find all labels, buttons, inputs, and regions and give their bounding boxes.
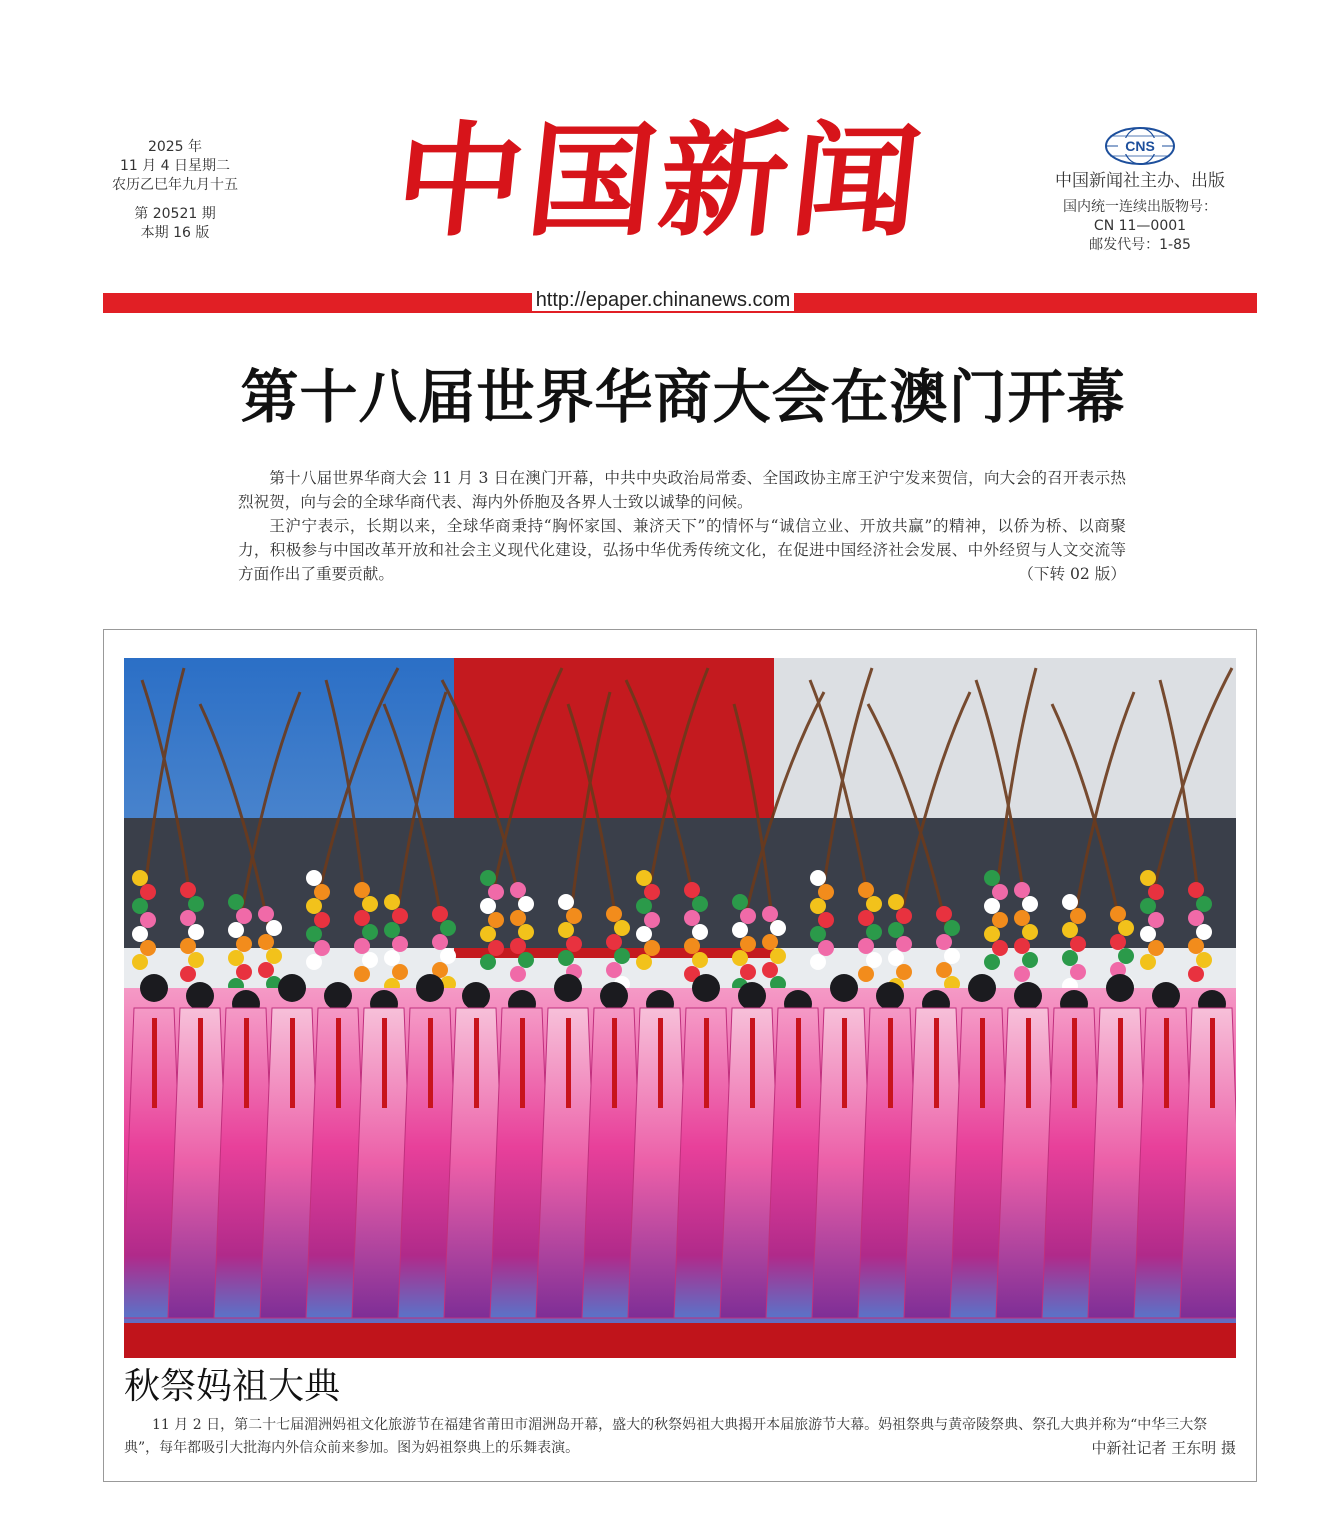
flower-staff-blossom [1070, 964, 1086, 980]
flower-staff-blossom [1188, 882, 1204, 898]
dancer-head [692, 974, 720, 1002]
flower-staff-blossom [858, 882, 874, 898]
red-tassel [520, 1018, 525, 1108]
red-tassel [842, 1018, 847, 1108]
flower-staff-blossom [888, 894, 904, 910]
flower-staff-blossom [558, 894, 574, 910]
red-tassel [1118, 1018, 1123, 1108]
website-url-row [0, 289, 1326, 312]
dancer-head [462, 982, 490, 1010]
flower-staff-blossom [258, 962, 274, 978]
flower-staff-blossom [354, 882, 370, 898]
flower-staff-blossom [510, 910, 526, 926]
flower-staff-blossom [858, 910, 874, 926]
flower-staff-blossom [636, 898, 652, 914]
flower-staff-blossom [384, 950, 400, 966]
flower-staff-blossom [236, 964, 252, 980]
flower-staff-blossom [480, 954, 496, 970]
flower-staff-blossom [936, 962, 952, 978]
red-tassel [566, 1018, 571, 1108]
flower-staff-blossom [1062, 922, 1078, 938]
photo-caption-text: 11 月 2 日，第二十七届湄洲妈祖文化旅游节在福建省莆田市湄洲岛开幕，盛大的秋祭妈祖大典揭开本届旅游节大幕。妈祖祭典与黄帝陵祭典、祭孔大典并称为“中华三大祭典”，每年都吸引大批海内外信众前来参加。图为妈祖祭典上的乐舞表演。 [124, 1417, 1208, 1456]
masthead [380, 92, 940, 292]
flower-staff-blossom [636, 926, 652, 942]
flower-staff-blossom [896, 936, 912, 952]
flower-staff-blossom [236, 936, 252, 952]
flower-staff-blossom [732, 922, 748, 938]
flower-staff-blossom [266, 948, 282, 964]
flower-staff-blossom [684, 938, 700, 954]
flower-staff-blossom [558, 950, 574, 966]
red-tassel [1164, 1018, 1169, 1108]
flower-staff-blossom [228, 894, 244, 910]
flower-staff-blossom [866, 952, 882, 968]
flower-staff-blossom [1070, 908, 1086, 924]
continued-note[interactable]: （下转 02 版） [1018, 565, 1126, 583]
flower-staff-blossom [606, 962, 622, 978]
flower-staff-blossom [810, 954, 826, 970]
flower-staff-blossom [762, 906, 778, 922]
lead-article [238, 466, 1126, 586]
serial-label: 国内统一连续出版物号： [1063, 199, 1217, 215]
cns-logo-text: CNS [1125, 138, 1155, 154]
flower-staff-blossom [644, 940, 660, 956]
flower-staff-blossom [1140, 870, 1156, 886]
red-tassel [980, 1018, 985, 1108]
flower-staff-blossom [1188, 938, 1204, 954]
flower-staff-blossom [770, 920, 786, 936]
flower-staff-blossom [1196, 924, 1212, 940]
flower-staff-blossom [644, 912, 660, 928]
flower-staff-blossom [896, 908, 912, 924]
flower-staff-blossom [510, 882, 526, 898]
flower-staff-blossom [188, 952, 204, 968]
flower-staff-blossom [480, 870, 496, 886]
dancer-head [738, 982, 766, 1010]
dancer-head [1152, 982, 1180, 1010]
flower-staff-blossom [140, 884, 156, 900]
flower-staff-blossom [228, 950, 244, 966]
flower-staff-blossom [362, 924, 378, 940]
flower-staff-blossom [258, 934, 274, 950]
issue-pages: 本期 16 版 [140, 225, 210, 241]
flower-staff-blossom [740, 936, 756, 952]
flower-staff-blossom [132, 954, 148, 970]
flower-staff-blossom [1022, 952, 1038, 968]
flower-staff-blossom [644, 884, 660, 900]
dancer-head [600, 982, 628, 1010]
flower-staff-blossom [1062, 894, 1078, 910]
flower-staff-blossom [258, 906, 274, 922]
flower-staff-blossom [888, 950, 904, 966]
flower-staff-blossom [692, 896, 708, 912]
flower-staff-blossom [236, 908, 252, 924]
red-tassel [198, 1018, 203, 1108]
dancer-head [968, 974, 996, 1002]
flower-staff-blossom [984, 926, 1000, 942]
flower-staff-blossom [1014, 882, 1030, 898]
red-tassel [336, 1018, 341, 1108]
flower-staff-blossom [984, 870, 1000, 886]
flower-staff-blossom [984, 954, 1000, 970]
flower-staff-blossom [1196, 952, 1212, 968]
flower-staff-blossom [1196, 896, 1212, 912]
publisher-name: 中国新闻社主办、出版 [1055, 171, 1225, 191]
photo-credit: 中新社记者 王东明 摄 [1091, 1439, 1236, 1457]
flower-staff-blossom [896, 964, 912, 980]
flower-staff-blossom [354, 938, 370, 954]
flower-staff-blossom [1014, 966, 1030, 982]
flower-staff-blossom [132, 926, 148, 942]
red-tassel [152, 1018, 157, 1108]
flower-staff-blossom [306, 954, 322, 970]
flower-staff-blossom [314, 940, 330, 956]
flower-staff-blossom [488, 940, 504, 956]
flower-staff-blossom [510, 938, 526, 954]
flower-staff-blossom [1118, 948, 1134, 964]
flower-staff-blossom [558, 922, 574, 938]
flower-staff-blossom [1140, 954, 1156, 970]
flower-staff-blossom [1148, 884, 1164, 900]
flower-staff-blossom [440, 920, 456, 936]
flower-staff-blossom [936, 906, 952, 922]
flower-staff-blossom [384, 922, 400, 938]
dancer-head [324, 982, 352, 1010]
flower-staff-blossom [392, 936, 408, 952]
flower-staff-blossom [392, 908, 408, 924]
flower-staff-blossom [636, 870, 652, 886]
flower-staff-blossom [384, 894, 400, 910]
flower-staff-blossom [306, 926, 322, 942]
flower-staff-blossom [1022, 924, 1038, 940]
flower-staff-blossom [770, 948, 786, 964]
flower-staff-blossom [140, 940, 156, 956]
flower-staff-blossom [180, 882, 196, 898]
red-tassel [474, 1018, 479, 1108]
flower-staff-blossom [140, 912, 156, 928]
flower-staff-blossom [1140, 898, 1156, 914]
flower-staff-blossom [936, 934, 952, 950]
red-tassel [796, 1018, 801, 1108]
photo-title: 秋祭妈祖大典 [124, 1366, 341, 1407]
flower-staff-blossom [306, 870, 322, 886]
flower-staff-blossom [440, 948, 456, 964]
flower-staff-blossom [1148, 940, 1164, 956]
red-tassel [382, 1018, 387, 1108]
flower-staff-blossom [732, 894, 748, 910]
red-tassel [428, 1018, 433, 1108]
flower-staff-blossom [132, 898, 148, 914]
flower-staff-blossom [188, 924, 204, 940]
flower-staff-blossom [354, 966, 370, 982]
flower-staff-blossom [992, 912, 1008, 928]
flower-staff-blossom [1188, 910, 1204, 926]
red-tassel [290, 1018, 295, 1108]
dancer-head [1014, 982, 1042, 1010]
red-tassel [1026, 1018, 1031, 1108]
red-tassel [1072, 1018, 1077, 1108]
page-headline: 第十八届世界华商大会在澳门开幕 [240, 363, 1126, 431]
flower-staff-blossom [228, 922, 244, 938]
flower-staff-blossom [818, 912, 834, 928]
flower-staff-blossom [1022, 896, 1038, 912]
flower-staff-blossom [362, 952, 378, 968]
serial-number: CN 11—0001 [1093, 218, 1187, 234]
flower-staff-blossom [944, 948, 960, 964]
flower-staff-blossom [984, 898, 1000, 914]
flower-staff-blossom [818, 940, 834, 956]
lead-paragraph-1: 第十八届世界华商大会 11 月 3 日在澳门开幕，中共中央政治局常委、全国政协主席王沪宁发来贺信，向大会的召开表示热烈祝贺，向与会的全球华商代表、海内外侨胞及各界人士致以诚挚的问候。 [238, 469, 1126, 511]
flower-staff-blossom [510, 966, 526, 982]
red-tassel [244, 1018, 249, 1108]
red-tassel [750, 1018, 755, 1108]
dancer-head [140, 974, 168, 1002]
lead-paragraph-2: 王沪宁表示，长期以来，全球华商秉持“胸怀家国、兼济天下”的情怀与“诚信立业、开放共赢”的精神，以侨为桥、以商聚力，积极参与中国改革开放和社会主义现代化建设，弘扬中华优秀传统文化，在促进中国经济社会发展、中外经贸与人文交流等方面作出了重要贡献。 [238, 517, 1126, 583]
flower-staff-blossom [810, 926, 826, 942]
flower-staff-blossom [1014, 938, 1030, 954]
dancer-head [278, 974, 306, 1002]
issue-lunar-date: 农历乙巳年九月十五 [112, 177, 238, 193]
website-url-link[interactable]: http://epaper.chinanews.com [532, 289, 795, 311]
dancer-head [876, 982, 904, 1010]
dancer-head [554, 974, 582, 1002]
flower-staff-blossom [1148, 912, 1164, 928]
issue-date: 11 月 4 日星期二 [119, 158, 231, 174]
flower-staff-blossom [740, 964, 756, 980]
red-tassel [612, 1018, 617, 1108]
flower-staff-blossom [392, 964, 408, 980]
flower-staff-blossom [810, 870, 826, 886]
dancer-head [1106, 974, 1134, 1002]
flower-staff-blossom [314, 912, 330, 928]
ceremony-photo [124, 658, 1236, 1358]
flower-staff-blossom [614, 948, 630, 964]
flower-staff-blossom [1070, 936, 1086, 952]
flower-staff-blossom [944, 920, 960, 936]
red-tassel [1210, 1018, 1215, 1108]
flower-staff-blossom [566, 908, 582, 924]
flower-staff-blossom [306, 898, 322, 914]
flower-staff-blossom [432, 934, 448, 950]
flower-staff-blossom [266, 920, 282, 936]
flower-staff-blossom [740, 908, 756, 924]
flower-staff-blossom [480, 898, 496, 914]
flower-staff-blossom [858, 966, 874, 982]
flower-staff-blossom [354, 910, 370, 926]
flower-staff-blossom [692, 952, 708, 968]
publisher-info [1030, 126, 1250, 255]
issue-year: 2025 年 [147, 139, 203, 155]
flower-staff-blossom [362, 896, 378, 912]
dancer-head [416, 974, 444, 1002]
flower-staff-blossom [606, 906, 622, 922]
flower-staff-blossom [180, 966, 196, 982]
flower-staff-blossom [636, 954, 652, 970]
flower-staff-blossom [684, 910, 700, 926]
photo-caption [124, 1414, 1236, 1460]
flower-staff-blossom [992, 884, 1008, 900]
flower-staff-blossom [818, 884, 834, 900]
dancer-head [830, 974, 858, 1002]
flower-staff-blossom [188, 896, 204, 912]
issue-number: 第 20521 期 [134, 206, 216, 222]
flower-staff-blossom [732, 950, 748, 966]
flower-staff-blossom [762, 934, 778, 950]
flower-staff-blossom [480, 926, 496, 942]
postal-code: 邮发代号：1-85 [1089, 237, 1191, 253]
flower-staff-blossom [1110, 906, 1126, 922]
flower-staff-blossom [692, 924, 708, 940]
flower-staff-blossom [180, 910, 196, 926]
issue-info [110, 138, 240, 243]
red-tassel [704, 1018, 709, 1108]
flower-staff-blossom [1188, 966, 1204, 982]
flower-staff-blossom [1110, 934, 1126, 950]
red-tassel [934, 1018, 939, 1108]
flower-staff-blossom [684, 882, 700, 898]
red-tassel [658, 1018, 663, 1108]
flower-staff-blossom [518, 924, 534, 940]
flower-staff-blossom [180, 938, 196, 954]
flower-staff-blossom [810, 898, 826, 914]
flower-staff-blossom [1014, 910, 1030, 926]
flower-staff-blossom [566, 936, 582, 952]
dancer-head [186, 982, 214, 1010]
red-tassel [888, 1018, 893, 1108]
flower-staff-blossom [858, 938, 874, 954]
flower-staff-blossom [1118, 920, 1134, 936]
flower-staff-blossom [606, 934, 622, 950]
flower-staff-blossom [518, 896, 534, 912]
flower-staff-blossom [614, 920, 630, 936]
flower-staff-blossom [132, 870, 148, 886]
flower-staff-blossom [762, 962, 778, 978]
flower-staff-blossom [314, 884, 330, 900]
flower-staff-blossom [488, 884, 504, 900]
flower-staff-blossom [1140, 926, 1156, 942]
masthead-title: 中国新闻 [388, 110, 932, 254]
flower-staff-blossom [1062, 950, 1078, 966]
flower-staff-blossom [866, 924, 882, 940]
flower-staff-blossom [518, 952, 534, 968]
flower-staff-blossom [866, 896, 882, 912]
flower-staff-blossom [888, 922, 904, 938]
flower-staff-blossom [432, 906, 448, 922]
flower-staff-blossom [992, 940, 1008, 956]
cns-logo [1104, 126, 1176, 166]
flower-staff-blossom [488, 912, 504, 928]
